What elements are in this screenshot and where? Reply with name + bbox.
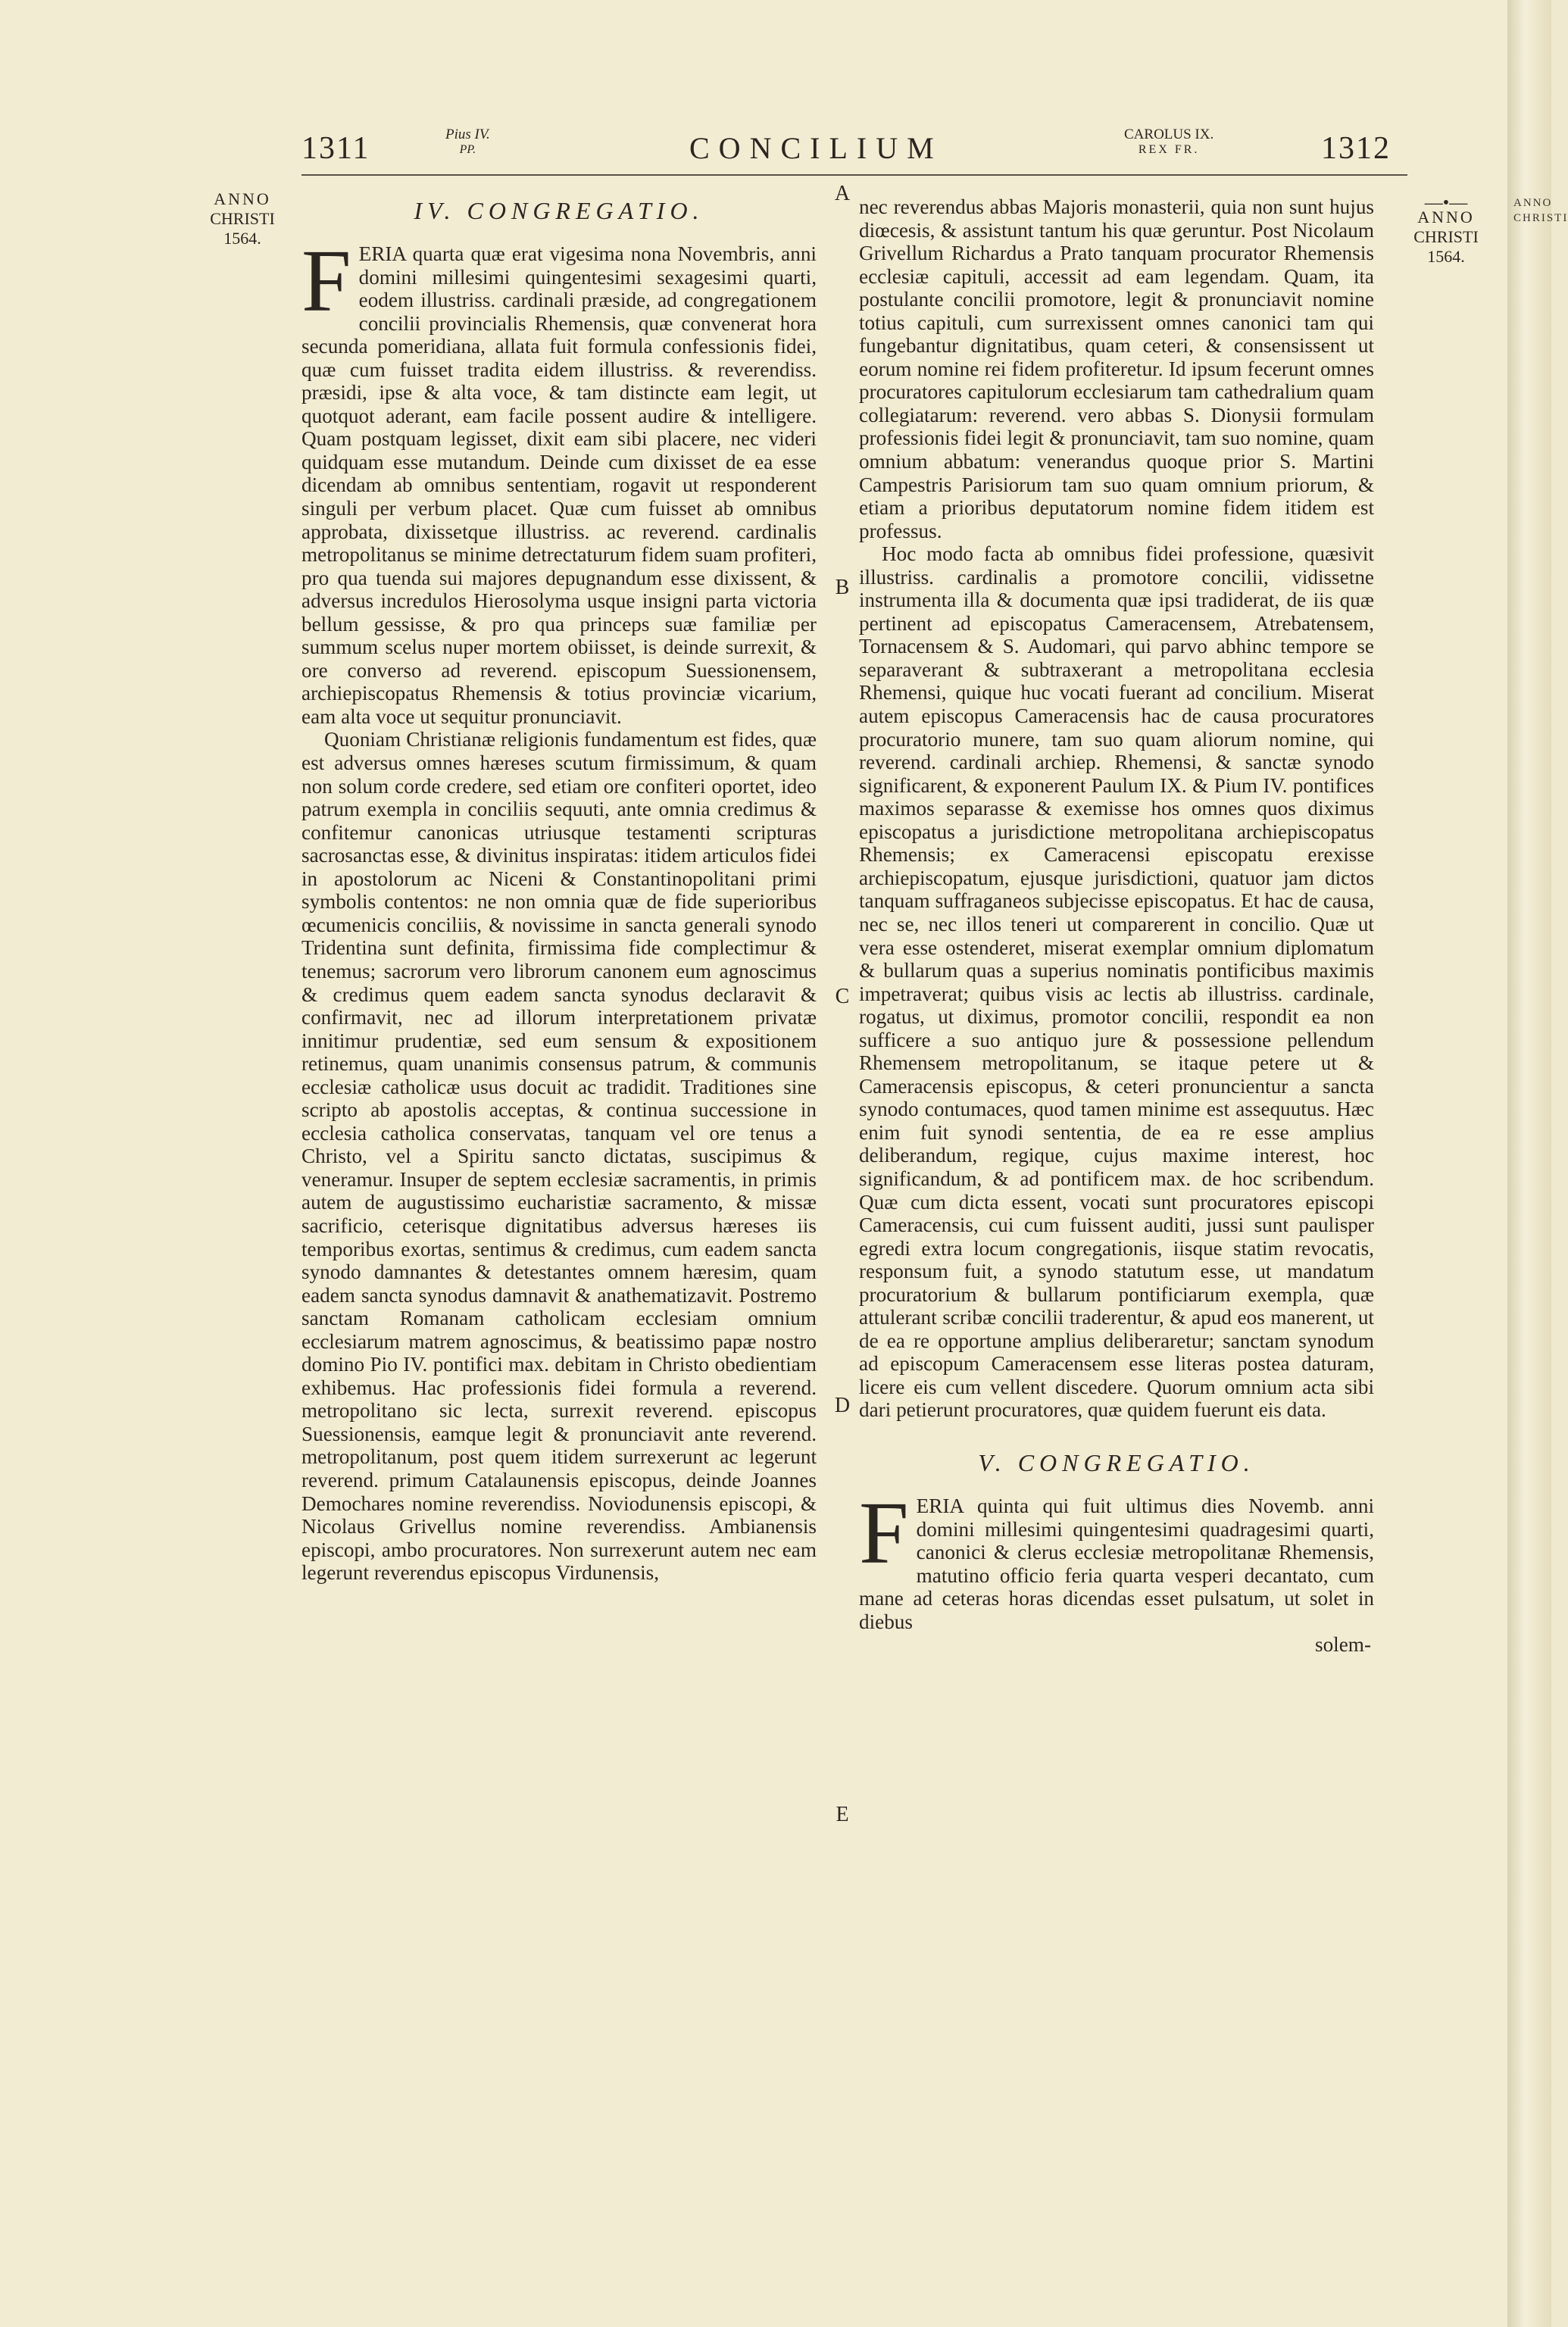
section-heading-v: V. CONGREGATIO. <box>978 1448 1255 1476</box>
margin-dash: —•— <box>1424 193 1468 213</box>
page-number-left: 1311 <box>301 131 370 166</box>
section-heading-iv: IV. CONGREGATIO. <box>414 197 704 224</box>
king-name: CAROLUS IX. <box>1124 127 1214 142</box>
paragraph <box>859 1482 1374 1633</box>
section-letter-e: E <box>836 1803 849 1826</box>
margin-christi: CHRISTI <box>1413 227 1479 246</box>
facing-page-edge <box>1507 0 1568 2327</box>
header-rule <box>301 174 1407 176</box>
pope-title: PP. <box>459 143 476 156</box>
paragraph-text: ERIA quinta qui fuit ultimus dies Novemb. anni domini millesimi quingentesimi quadragesimi quarti, canonici & clerus ecclesiæ metropolitanæ Rhemensis, matutino officio feria quarta vesperi decantato, cum mane ad ceteras horas dicendas esset pulsatum, ut solet in diebus <box>859 1494 1374 1633</box>
margin-note-left <box>205 189 280 248</box>
drop-cap: F <box>301 231 351 330</box>
margin-note-right <box>1404 193 1488 267</box>
margin-year: 1564. <box>1427 247 1465 266</box>
section-letter-d: D <box>834 1394 851 1417</box>
text-column-left <box>301 195 817 1585</box>
facing-page-margin-text: ANNO CHRISTI <box>1513 197 1568 224</box>
pope-name: Pius IV. <box>445 127 490 142</box>
drop-cap: F <box>859 1482 909 1582</box>
paragraph: Quoniam Christianæ religionis fundamentum est fides, quæ est adversus omnes hæreses scutum firmissimum, & quam non solum corde credere, sed etiam ore confiteri oportet, ideo patrum exempla in conciliis sequuti, ante omnia credimus & confitemur canonicas utriusque testamenti scripturas sacrosanctas esse, & divinitus inspiratas: itidem articulos fidei in apostolorum ac Niceni & Constantinopolitani primi symbolis contentos: ne non omnia quæ de fide superioribus œcumenicis conciliis, & novissime in sancta generali synodo Tridentina sunt definita, firmissima fide complectimur & tenemus; sacrorum vero librorum canonem eum agnoscimus & credimus quem eadem sancta synodus declaravit & confirmavit, nec ad illorum interpretationem privatæ innitimur prudentiæ, sed eum sensum & expositionem retinemus, quam unanimis consensus patrum, & communis ecclesiæ catholicæ usus docuit ac tradidit. Traditiones sine scripto ab apostolis acceptas, & continua successione in ecclesia catholica conservatas, tanquam vel ore tenus a Christo, vel a Spiritu sancto dictatas, suscipimus & veneramur. Insuper de septem ecclesiæ sacramentis, in primis autem de augustissimo eucharistiæ sacramento, & missæ sacrificio, ceterisque dignitatibus adversus hæreses iis temporibus exortas, sentimus & credimus, cum eadem sancta synodo damnantes & detestantes omnem hæresim, quam eadem sancta synodus damnavit & anathematizavit. Postremo sanctam Romanam catholicam ecclesiam omnium ecclesiarum matrem agnoscimus, & beatissimo papæ nostro domino Pio IV. pontifici max. debitam in Christo obedientiam exhibemus. Hac professionis fidei formula a reverend. metropolitano sic lecta, surrexit reverend. episcopus Suessionensis, eamque legit & pronunciavit ante reverend. metropolitanum, post quem itidem surrexerunt ac legerunt reverend. primum Catalaunensis episcopus, deinde Joannes Demochares nomine reverendiss. Noviodunensis episcopi, & Nicolaus Grivellus nomine reverendiss. Ambianensis episcopi, ambo procuratores. Non surrexerunt autem nec eam legerunt reverendus episcopus Virdunensis, <box>301 728 817 1585</box>
section-letter-b: B <box>835 576 850 599</box>
paragraph: nec reverendus abbas Majoris monasterii, quia non sunt hujus diœcesis, & assistunt tantum his quæ geruntur. Post Nicolaum Grivellum Richardus a Prato tanquam procurator Rhemensis ecclesiæ capituli, accessit ad eam legendam. Quam, ita postulante concilii promotore, legit & pronunciavit nomine totius capituli, cum surrexissent omnes canonici tam qui fungebantur dignitatibus, quam ceteri, & consensissent ut eorum nomine rei fidem profiteretur. Id ipsum fecerunt omnes procuratores capitulorum ecclesiarum tam cathedralium quam collegiatarum: reverend. vero abbas S. Dionysii formulam professionis fidei legit & pronunciavit, tam suo nomine, quam omnium abbatum: venerandus quoque prior S. Martini Campestris Parisiorum tam suo quam omnium priorum, & etiam a prioribus deputatorum nomine fidem itidem est professus. <box>859 195 1374 542</box>
margin-year: 1564. <box>223 229 261 248</box>
pope-caption <box>445 127 490 158</box>
king-title: REX FR. <box>1138 143 1200 156</box>
paragraph-text: ERIA quarta quæ erat vigesima nona Novembris, anni domini millesimi quingentesimi sexagesimi quarti, eodem illustriss. cardinali præside, ad congregationem concilii provincialis Rhemensis, quæ convenerat hora secunda pomeridiana, allata fuit formula confessionis fidei, quæ cum fuisset tradita eidem illustriss. & reverendiss. præsidi, ipse & alta voce, & tam distincte eam legit, ut quotquot aderant, eam facile possent audire & intelligere. Quam postquam legisset, dixit eam sibi placere, nec videri quidquam esse mutandum. Deinde cum dixisset de ea esse dicendam ab omnibus sententiam, rogavit ut responderent singuli per verbum placet. Quæ cum fuisset ab omnibus approbata, dixissetque illustriss. ac reverend. cardinalis metropolitanus se minime detrectaturum fidem suam profiteri, pro qua tuenda sui majores depugnandum esse dixissent, & adversus incredulos Hierosolyma usque insigni parta victoria bellum gessisse, & pro qua princeps suæ familiæ per summum scelus nuper mortem obiisset, is deinde surrexit, & ore converso ad reverend. episcopum Suessionensem, archiepiscopatus Rhemensis & totius provinciæ vicarium, eam alta voce ut sequitur pronunciavit. <box>301 242 817 728</box>
running-header <box>0 127 1551 176</box>
page-number-right: 1312 <box>1321 131 1391 166</box>
margin-anno: ANNO <box>214 189 271 208</box>
catchword: solem- <box>1315 1633 1371 1657</box>
margin-anno: ANNO <box>1417 208 1475 226</box>
margin-christi: CHRISTI <box>210 209 275 228</box>
paragraph <box>301 231 817 728</box>
section-letter-a: A <box>834 182 851 205</box>
running-title: CONCILIUM <box>689 131 943 165</box>
section-letter-c: C <box>835 985 850 1008</box>
paragraph: Hoc modo facta ab omnibus fidei professione, quæsivit illustriss. cardinalis a promotore concilii, vidissetne instrumenta illa & documenta quæ ipsi tradiderat, de iis quæ pertinent ad episcopatus Cameracensem, Atrebatensem, Tornacensem & S. Audomari, qui parvo abhinc tempore se separaverant & subtraxerant a metropolitana ecclesia Rhemensi, quique huc vocati fuerant ad concilium. Miserat autem episcopus Cameracensis hac de causa procuratores procuratorio munere, tam suo quam aliorum nomine, qui reverend. cardinali archiep. Rhemensi, & sanctæ synodo significarent, & exponerent Paulum IX. & Pium IV. pontifices maximos separasse & exemisse hos omnes quos diximus episcopatus a jurisdictione metropolitana archiepiscopatus Rhemensis; ex Cameracensi episcopatu erexisse archiepiscopatum, ejusque jurisdictioni, quatuor jam dictos tanquam suffraganeos subjecisse episcopatus. Et hac de causa, nec se, nec illos teneri ut comparerent in concilio. Quæ ut vera esse ostenderet, miserat exemplar omnium diplomatum & bullarum quas a superius nominatis pontificibus maximis impetraverat; quibus visis ac lectis ab illustriss. cardinale, rogatus, ut diximus, promotor concilii, respondit ea non sufficere a suo antiquo jure & possessione pellendum Rhemensem metropolitanum, se itaque petere ut & Cameracensis episcopus, & ceteri pronuncientur a sancta synodo contumaces, quod tamen minime est assequutus. Hæc enim fuit synodi sententia, de ea re esse amplius deliberandum, regique, cujus maxime interest, hoc significandum, & ad pontificem max. de hoc scribendum. Quæ cum dicta essent, vocati sunt procuratores episcopi Cameracensis, cui cum fuissent auditi, jussi sunt paulisper egredi extra locum congregationis, iisque statim revocatis, responsum fuit, a synodo statutum esse, ut mandatum procuratorium & bullarum pontificiarum exempla, quæ attulerant scribæ concilii traderentur, & apud eos manerent, ut de ea re opportune amplius deliberaretur; sanctam synodum ad episcopum Cameracensem esse literas postea daturam, licere eis cum vellent discedere. Quorum omnium acta sibi dari petierunt procuratores, quæ quidem fuerunt eis data. <box>859 542 1374 1422</box>
king-caption <box>1124 127 1213 158</box>
section-letters <box>829 182 856 1924</box>
text-column-right <box>859 195 1374 1657</box>
